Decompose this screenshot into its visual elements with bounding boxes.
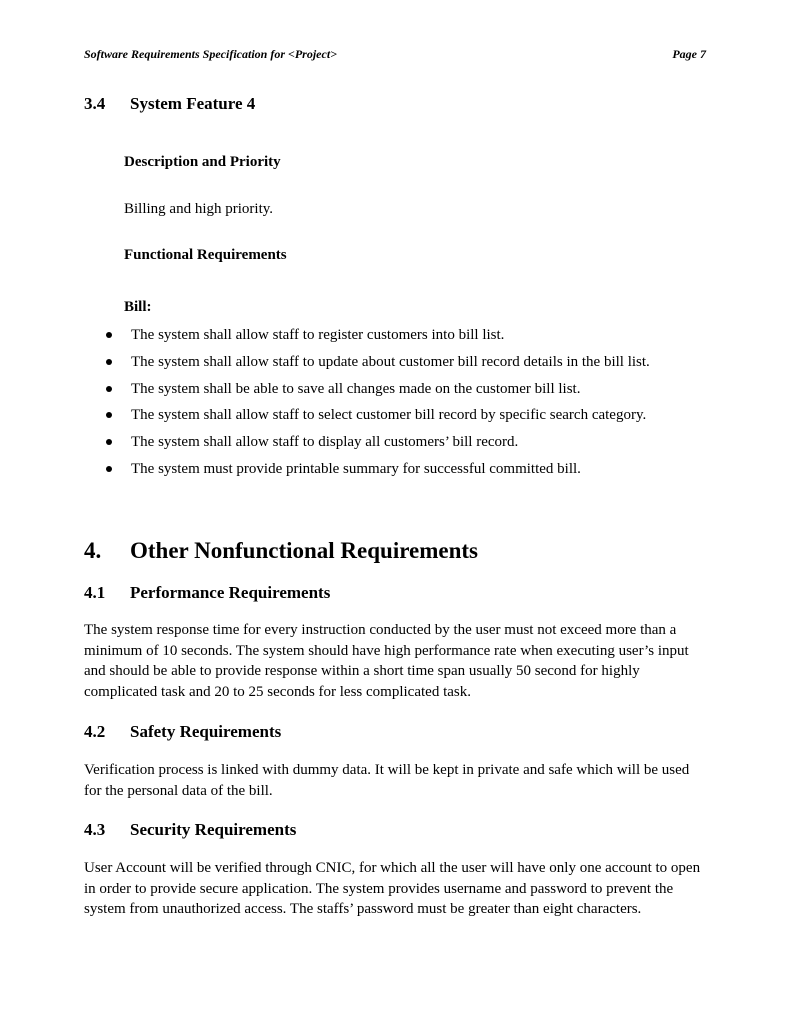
page-header bbox=[84, 47, 706, 65]
header-title: Software Requirements Specification for <Project> bbox=[84, 47, 337, 61]
section-title: Security Requirements bbox=[130, 820, 297, 839]
section-title: Performance Requirements bbox=[130, 583, 331, 602]
security-requirements-text: User Account will be verified through CNIC, for which all the user will have only one account to open in order to provide secure application. The system provides username and password to prevent the system from unauthorized access. The staffs’ password must be greater than eight characters. bbox=[84, 860, 701, 917]
section-title: Safety Requirements bbox=[130, 722, 282, 741]
bullet-icon bbox=[106, 359, 112, 365]
bullet-icon bbox=[106, 466, 112, 472]
description-text: Billing and high priority. bbox=[124, 201, 274, 217]
section-number: 4.2 bbox=[84, 722, 106, 741]
bullet-icon bbox=[106, 332, 112, 338]
section-number: 4.3 bbox=[84, 820, 106, 839]
safety-requirements-text: Verification process is linked with dummy data. It will be kept in private and safe which will be used for the personal data of the bill. bbox=[84, 762, 690, 799]
performance-requirements-text: The system response time for every instruction conducted by the user must not exceed more than a minimum of 10 seconds. The system should have high performance rate when executing user’s input and should be able to provide response within a short time span usually 50 second for highly complicated task and 20 to 25 seconds for less complicated task. bbox=[84, 622, 689, 700]
section-number: 4.1 bbox=[84, 583, 106, 602]
bullet-icon bbox=[106, 439, 112, 445]
section-4-3-heading bbox=[84, 820, 296, 840]
document-page: Software Requirements Specification for <Project> Page 7 3.4 System Feature 4 Description and Priority Billing and high priority. Functional Requirements Bill: The system shall allow staff to register customers into bill list. The system shall allow staff to update about customer bill record details in the bill list. The system shall be able to save all changes made on the customer bill list. The system shall allow staff to select customer bill record by specific search category. The system shall allow staff to display all customers’ bill record. The system must provide printable summary for successful committed bill. 4. Other Nonfunctional Requirements 4.1 Performance Requirements The system response time for every instruction conducted by the user must not exceed more than a minimum of 10 seconds. The system should have high performance rate when executing user’s input and should be able to provide response within a short time span usually 50 second for highly complicated task and 20 to 25 seconds for less complicated task. 4.2 Safety Requirements Verification process is linked with dummy data. It will be kept in private and safe which will be used for the personal data of the bill. 4.3 Security Requirements User Account will be verified through CNIC, for which all the user will have only one account to open in order to provide secure application. The system provides username and password to prevent the system from unauthorized access. The staffs’ password must be greater than eight characters. bbox=[0, 0, 791, 1024]
section-4-2-heading bbox=[84, 722, 281, 742]
section-number: 3.4 bbox=[84, 94, 106, 113]
section-3-4-heading bbox=[84, 94, 255, 114]
page-number: Page 7 bbox=[672, 47, 706, 61]
functional-requirements-heading: Functional Requirements bbox=[124, 247, 287, 263]
bill-label: Bill: bbox=[124, 299, 152, 315]
bullet-icon bbox=[106, 386, 112, 392]
section-number: 4. bbox=[84, 538, 102, 563]
description-heading: Description and Priority bbox=[124, 154, 281, 170]
bullet-icon bbox=[106, 412, 112, 418]
section-4-1-heading bbox=[84, 583, 330, 603]
section-4-heading bbox=[84, 538, 478, 564]
section-title: Other Nonfunctional Requirements bbox=[130, 538, 478, 563]
section-title: System Feature 4 bbox=[130, 94, 256, 113]
